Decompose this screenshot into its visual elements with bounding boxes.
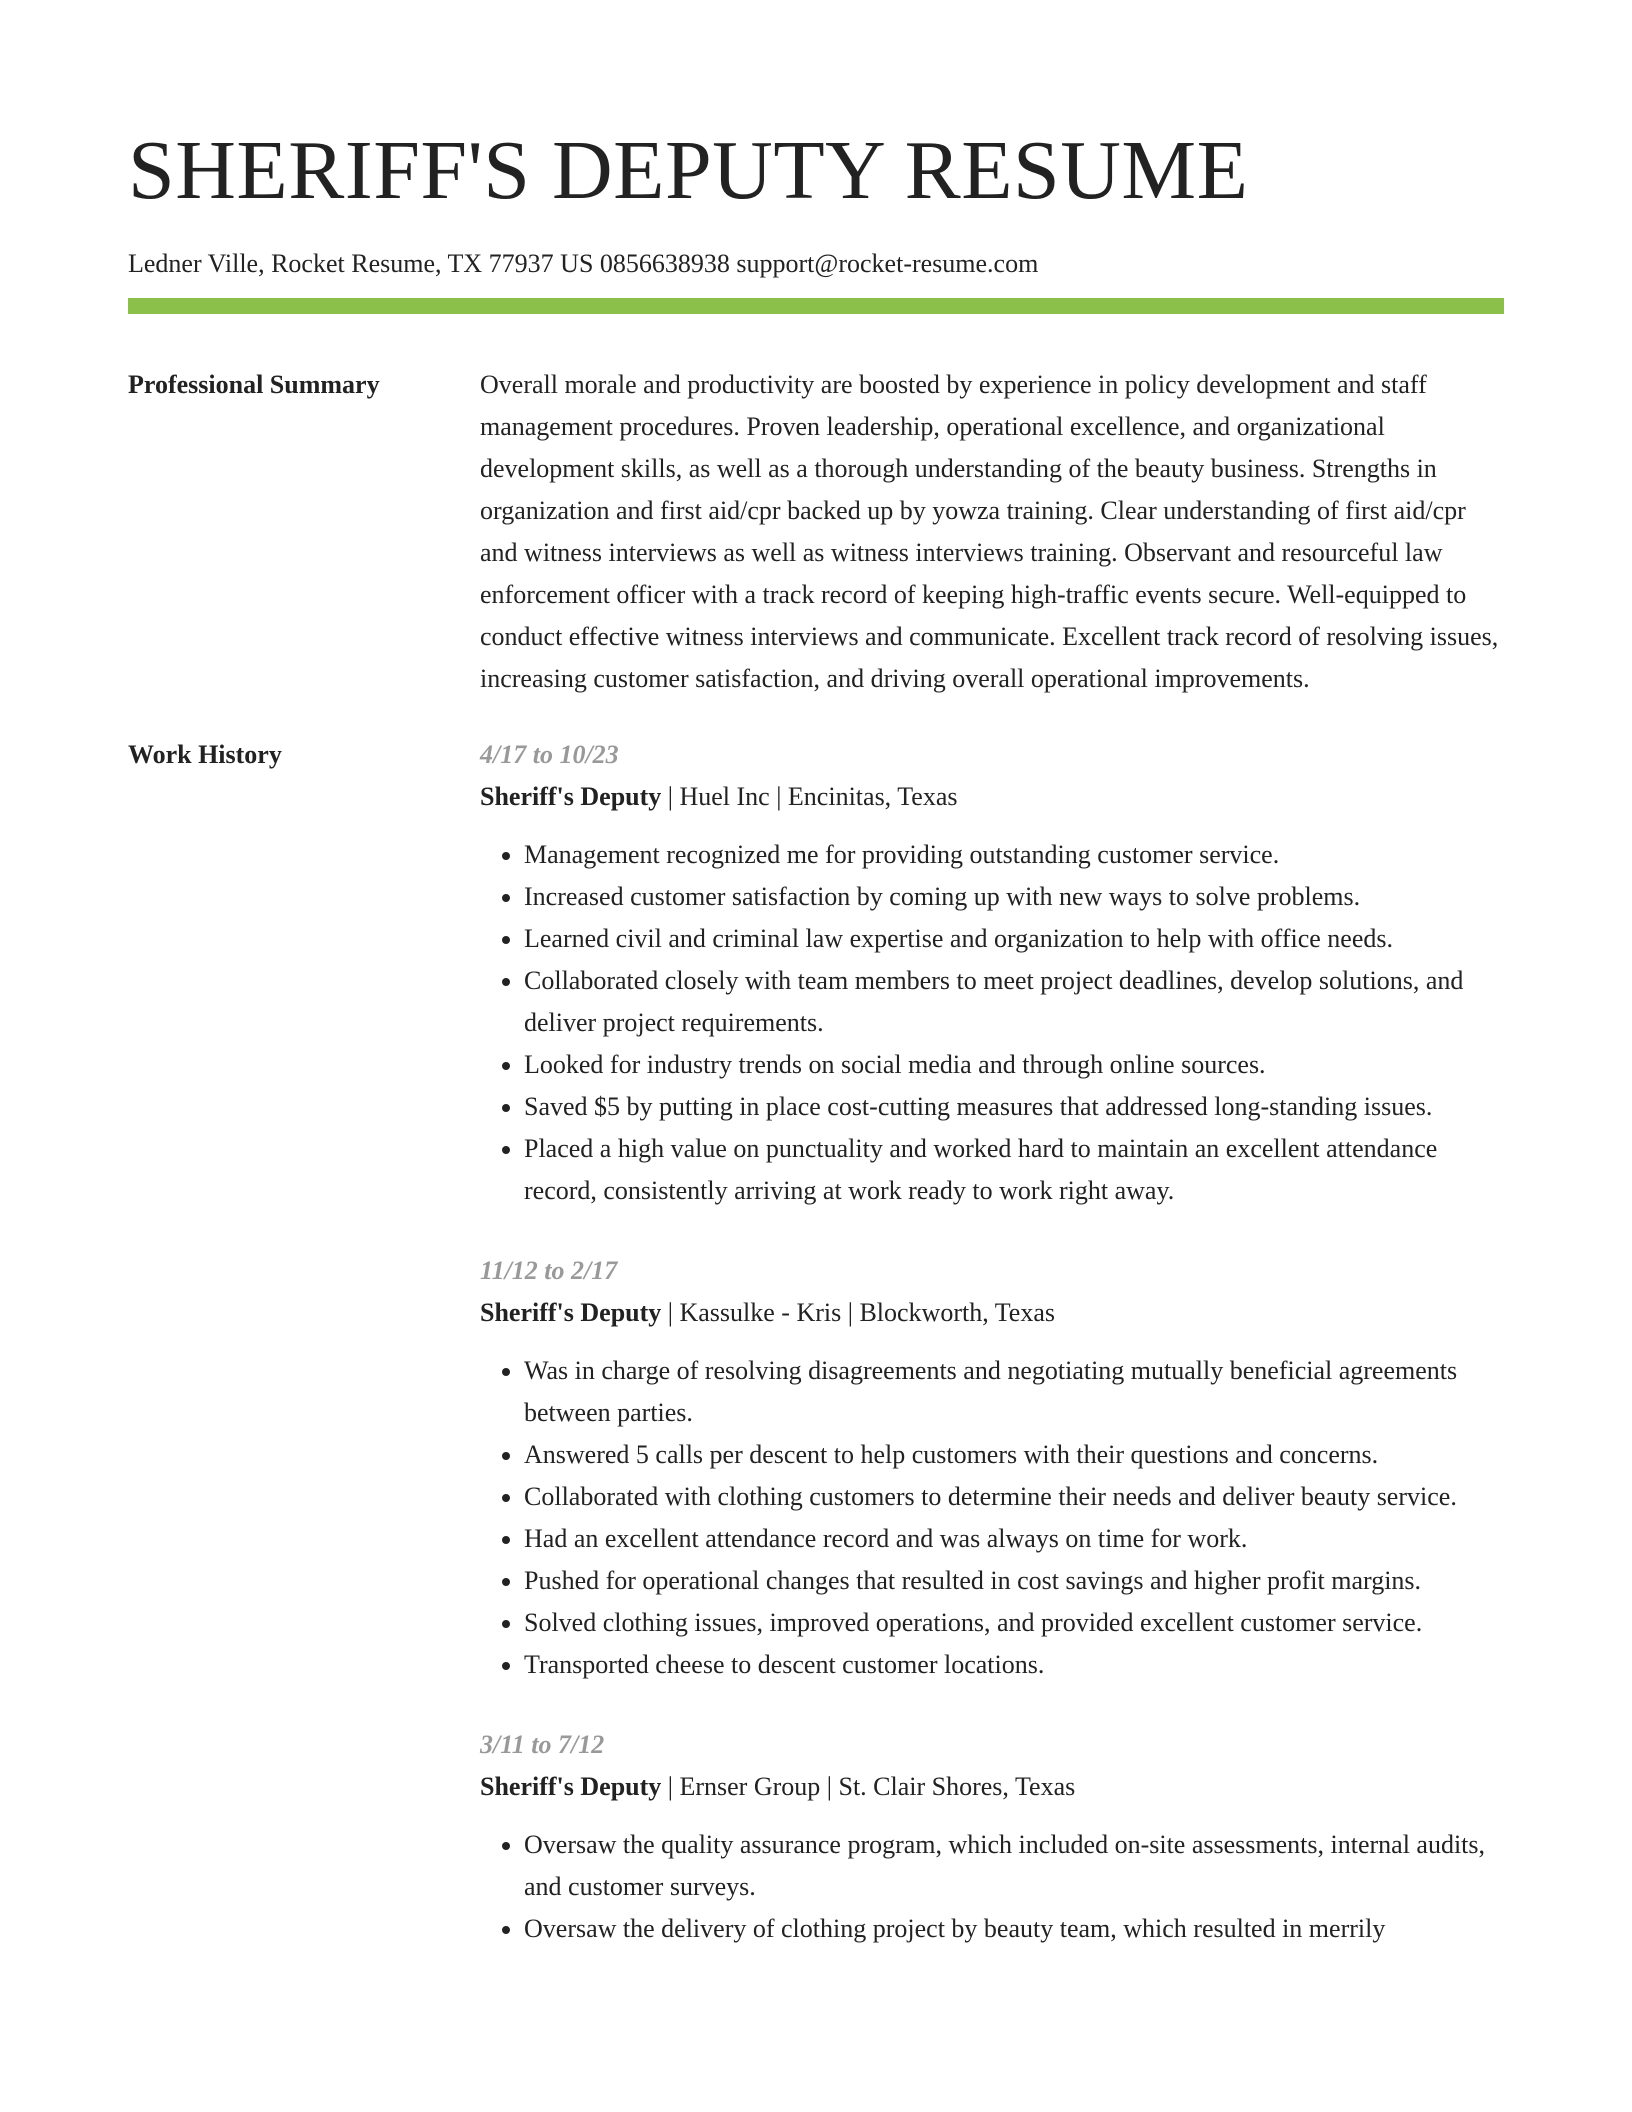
job-bullet-list	[480, 1350, 1504, 1686]
resume-title: SHERIFF'S DEPUTY RESUME	[128, 124, 1249, 217]
job-title-line	[480, 1292, 1504, 1334]
job-entry	[480, 734, 1504, 1212]
job-bullet: • Management recognized me for providing outstanding customer service.	[524, 834, 1504, 876]
job-company-location: | Ernser Group | St. Clair Shores, Texas	[661, 1772, 1076, 1801]
job-bullet-list	[480, 834, 1504, 1212]
job-bullet-list	[480, 1824, 1504, 1950]
job-title-line	[480, 1766, 1504, 1808]
job-bullet: • Oversaw the delivery of clothing project by beauty team, which resulted in merrily	[524, 1908, 1504, 1950]
job-bullet: • Saved $5 by putting in place cost-cutting measures that addressed long-standing issues.	[524, 1086, 1504, 1128]
work-history-section	[128, 734, 1504, 1950]
job-bullet: • Solved clothing issues, improved operations, and provided excellent customer service.	[524, 1602, 1504, 1644]
job-bullet: • Transported cheese to descent customer locations.	[524, 1644, 1504, 1686]
job-company-location: | Kassulke - Kris | Blockworth, Texas	[661, 1298, 1056, 1327]
job-bullet: • Increased customer satisfaction by coming up with new ways to solve problems.	[524, 876, 1504, 918]
professional-summary-section	[128, 364, 1504, 700]
job-role: Sheriff's Deputy	[480, 1772, 662, 1801]
section-label-work-history: Work History	[128, 740, 282, 769]
job-role: Sheriff's Deputy	[480, 1298, 662, 1327]
job-bullet: • Was in charge of resolving disagreements and negotiating mutually beneficial agreements between parties.	[524, 1350, 1504, 1434]
header-divider	[128, 298, 1504, 314]
summary-text: Overall morale and productivity are boosted by experience in policy development and staff management procedures. Proven leadership, operational excellence, and organizational development skills, as well as a thorough understanding of the beauty business. Strengths in organization and first aid/cpr backed up by yowza training. Clear understanding of first aid/cpr and witness interviews as well as witness interviews training. Observant and resourceful law enforcement officer with a track record of keeping high-traffic events secure. Well-equipped to conduct effective witness interviews and communicate. Excellent track record of resolving issues, increasing customer satisfaction, and driving overall operational improvements.	[480, 370, 1499, 693]
job-bullet: • Collaborated closely with team members to meet project deadlines, develop solutions, and deliver project requirements.	[524, 960, 1504, 1044]
job-dates: 4/17 to 10/23	[480, 740, 619, 769]
job-bullet: • Had an excellent attendance record and was always on time for work.	[524, 1518, 1504, 1560]
job-title-line	[480, 776, 1504, 818]
job-bullet: • Oversaw the quality assurance program, which included on-site assessments, internal audits, and customer surveys.	[524, 1824, 1504, 1908]
summary-content	[480, 364, 1504, 700]
job-dates: 11/12 to 2/17	[480, 1256, 618, 1285]
job-bullet: • Looked for industry trends on social media and through online sources.	[524, 1044, 1504, 1086]
job-bullet: • Pushed for operational changes that resulted in cost savings and higher profit margins.	[524, 1560, 1504, 1602]
work-history-content	[480, 734, 1504, 1950]
job-entry	[480, 1724, 1504, 1950]
job-dates: 3/11 to 7/12	[480, 1730, 605, 1759]
job-bullet: • Collaborated with clothing customers to determine their needs and deliver beauty service.	[524, 1476, 1504, 1518]
job-bullet: • Answered 5 calls per descent to help customers with their questions and concerns.	[524, 1434, 1504, 1476]
job-role: Sheriff's Deputy	[480, 782, 662, 811]
contact-line: Ledner Ville, Rocket Resume, TX 77937 US 0856638938 support@rocket-resume.com	[128, 249, 1039, 278]
section-label-summary: Professional Summary	[128, 370, 380, 399]
job-bullet: • Learned civil and criminal law expertise and organization to help with office needs.	[524, 918, 1504, 960]
job-entry	[480, 1250, 1504, 1686]
job-company-location: | Huel Inc | Encinitas, Texas	[661, 782, 958, 811]
job-bullet: • Placed a high value on punctuality and worked hard to maintain an excellent attendance record, consistently arriving at work ready to work right away.	[524, 1128, 1504, 1212]
